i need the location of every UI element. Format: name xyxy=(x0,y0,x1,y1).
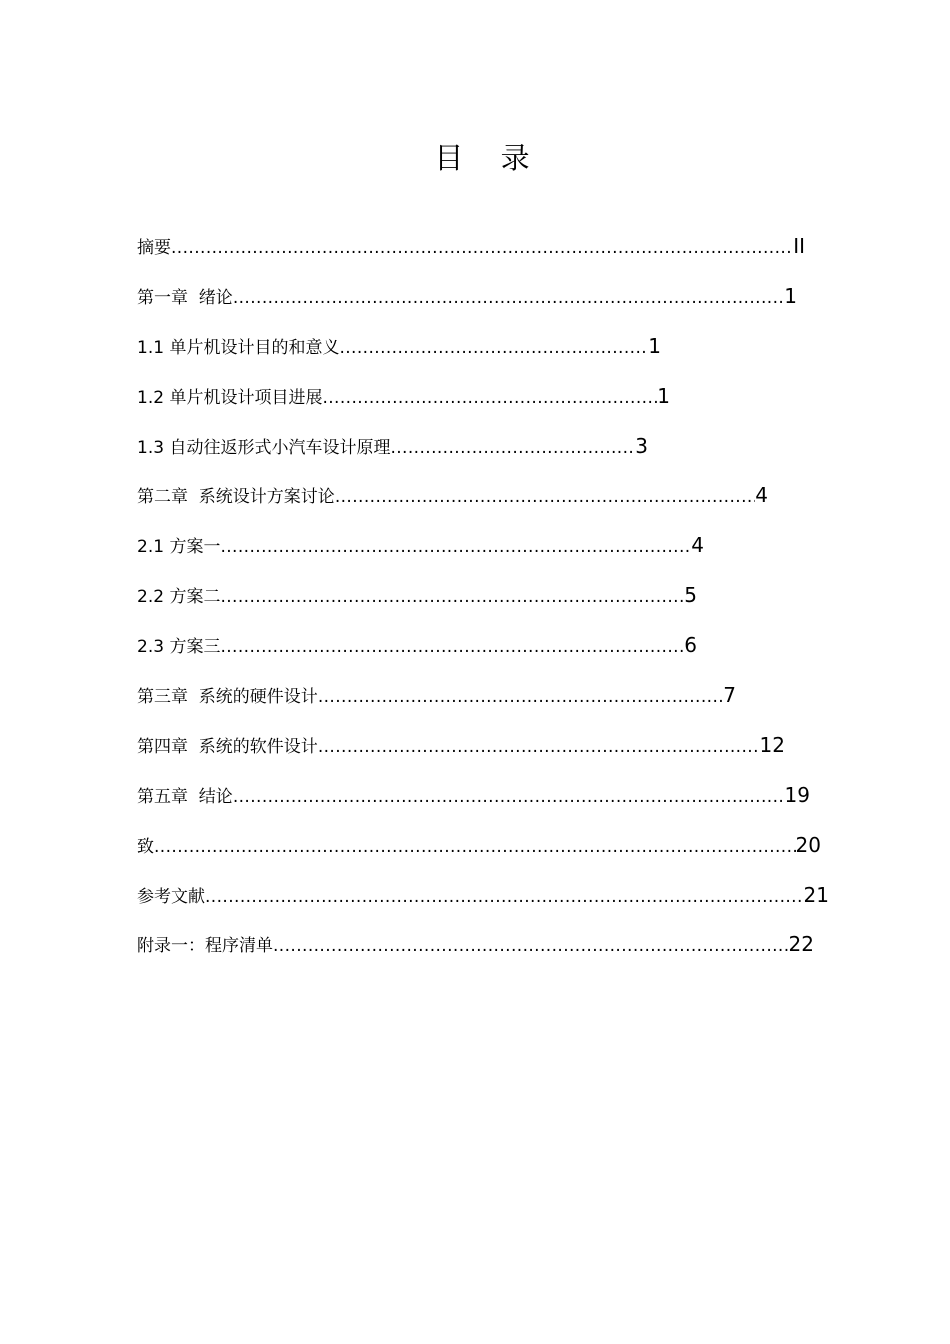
toc-leader-dots xyxy=(205,887,804,907)
toc-leader-dots xyxy=(339,338,648,358)
toc-entry-chapter-3[interactable] xyxy=(137,682,736,732)
toc-leader-dots xyxy=(220,537,691,557)
toc-entry-page: 4 xyxy=(691,533,704,558)
toc-entry-label: 第一章 绪论 xyxy=(137,287,233,308)
table-of-contents xyxy=(137,233,829,981)
toc-entry-label: 第四章 系统的软件设计 xyxy=(137,736,318,757)
toc-leader-dots xyxy=(273,936,789,956)
toc-entry-label: 第五章 结论 xyxy=(137,786,233,807)
toc-leader-dots xyxy=(318,737,760,757)
toc-entry-label: 2.1 方案一 xyxy=(137,537,221,558)
toc-entry-label: 第三章 系统的硬件设计 xyxy=(137,687,318,708)
toc-leader-dots xyxy=(220,637,684,657)
toc-entry-page: 1 xyxy=(657,383,670,408)
toc-leader-dots xyxy=(322,388,657,408)
toc-entry-acknowledgement[interactable] xyxy=(137,832,821,882)
toc-entry-label: 参考文献 xyxy=(137,886,205,907)
toc-entry-label: 第二章 系统设计方案讨论 xyxy=(137,487,335,508)
toc-leader-dots xyxy=(154,837,796,857)
toc-leader-dots xyxy=(390,438,635,458)
toc-entry-section-1-3[interactable] xyxy=(137,433,648,483)
toc-leader-dots xyxy=(220,587,684,607)
toc-entry-chapter-1[interactable] xyxy=(137,283,797,333)
toc-leader-dots xyxy=(233,288,784,308)
toc-entry-appendix-1[interactable] xyxy=(137,931,814,981)
toc-entry-chapter-5[interactable] xyxy=(137,782,810,832)
toc-entry-page: 1 xyxy=(784,283,797,308)
toc-leader-dots xyxy=(318,687,723,707)
toc-entry-page: II xyxy=(793,234,805,258)
toc-leader-dots xyxy=(335,487,755,507)
toc-entry-label: 1.3 自动往返形式小汽车设计原理 xyxy=(137,437,391,458)
toc-entry-section-2-2[interactable] xyxy=(137,582,697,632)
toc-entry-page: 4 xyxy=(755,483,768,508)
toc-entry-label: 摘要 xyxy=(137,238,171,258)
toc-entry-section-2-3[interactable] xyxy=(137,632,697,682)
toc-entry-label: 2.2 方案二 xyxy=(137,587,221,608)
toc-entry-section-1-2[interactable] xyxy=(137,383,670,433)
toc-entry-section-1-1[interactable] xyxy=(137,333,661,383)
toc-entry-references[interactable] xyxy=(137,882,829,932)
toc-entry-page: 5 xyxy=(684,583,697,608)
toc-entry-page: 20 xyxy=(795,832,821,857)
toc-entry-page: 22 xyxy=(788,932,814,957)
toc-entry-abstract[interactable] xyxy=(137,233,805,283)
toc-entry-chapter-2[interactable] xyxy=(137,482,768,532)
toc-entry-label: 致 xyxy=(137,836,154,857)
toc-entry-page: 3 xyxy=(635,433,648,458)
toc-entry-page: 21 xyxy=(803,882,829,907)
toc-entry-chapter-4[interactable] xyxy=(137,732,785,782)
toc-entry-page: 19 xyxy=(784,782,810,807)
toc-leader-dots xyxy=(171,238,793,258)
page-title: 目 录 xyxy=(434,141,544,175)
toc-entry-page: 7 xyxy=(723,683,736,708)
toc-entry-label: 2.3 方案三 xyxy=(137,637,221,658)
toc-entry-page: 6 xyxy=(684,633,697,658)
toc-entry-label: 1.2 单片机设计项目进展 xyxy=(137,387,323,408)
toc-entry-page: 1 xyxy=(648,333,661,358)
toc-entry-section-2-1[interactable] xyxy=(137,532,704,582)
toc-entry-page: 12 xyxy=(759,732,785,757)
toc-entry-label: 附录一：程序清单 xyxy=(137,936,273,957)
toc-entry-label: 1.1 单片机设计目的和意义 xyxy=(137,337,340,358)
toc-leader-dots xyxy=(233,787,785,807)
